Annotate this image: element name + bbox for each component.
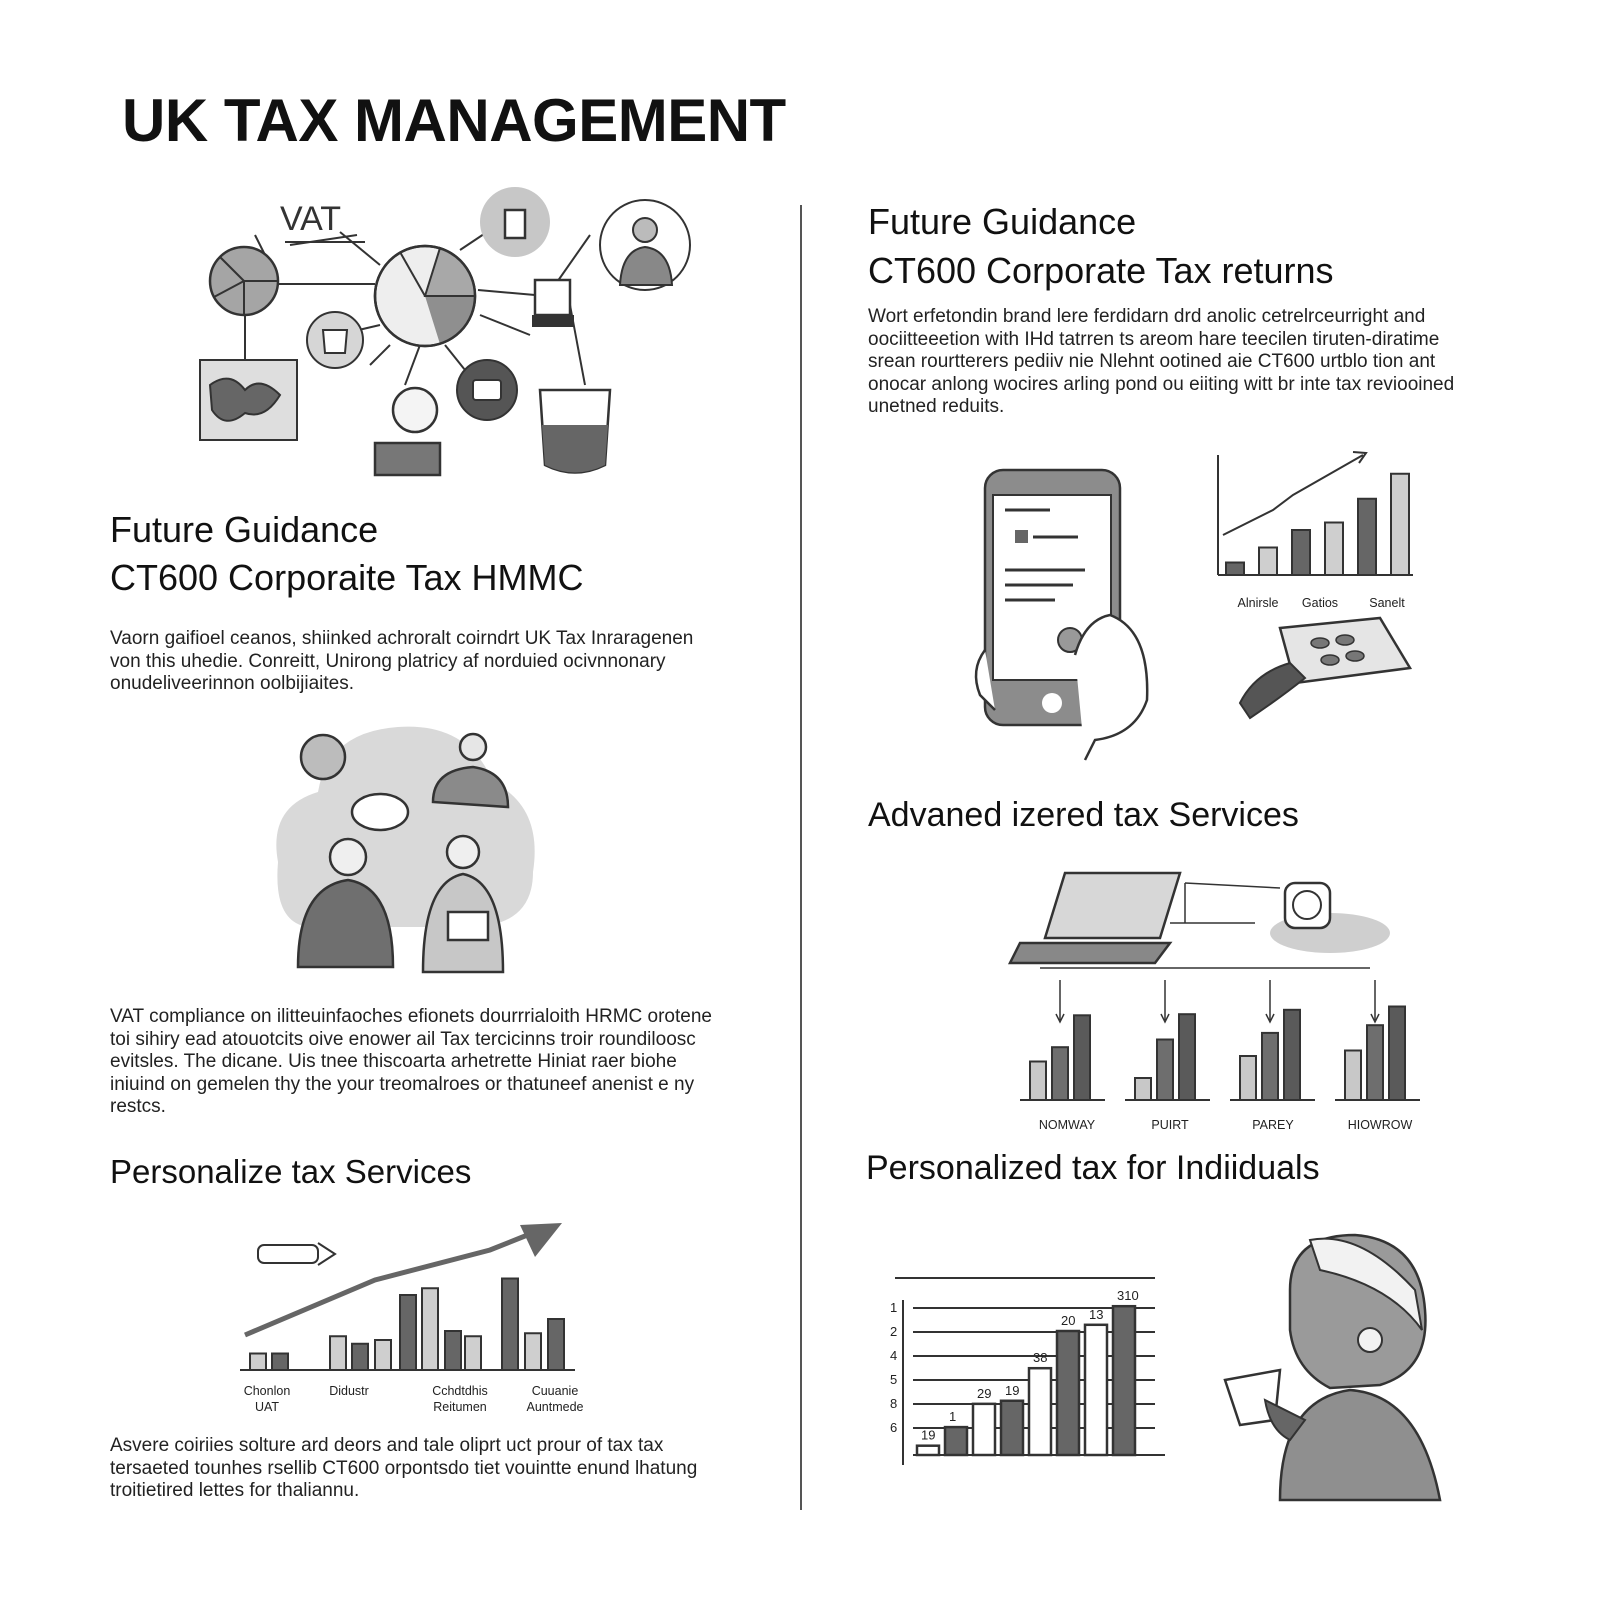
bar	[1085, 1325, 1107, 1455]
bar	[1292, 530, 1310, 575]
advanced-services-chart	[1020, 980, 1420, 1110]
right-section2-title: Advaned izered tax Services	[868, 796, 1299, 834]
bar	[1001, 1401, 1023, 1455]
chart-label-1-line1: Chonlon	[243, 1384, 291, 1398]
bar	[502, 1279, 518, 1371]
vat-compliance-paragraph: VAT compliance on ilitteuinfaoches efionets dourrrialoith HRMC orotene toi sihiry ead atouotcits oive enower ail Tax tercicinns troir roundiloosc evitsles. The dicane. Uis tnee thiscoarta arhetrette Hiniat raer biohe iniuind on gemelen thy the your treomalroes or thatuneef anenist e ny restcs.	[110, 1006, 712, 1117]
trend-arrowhead	[520, 1223, 562, 1257]
laptop-mug-illustration	[1010, 868, 1400, 978]
advanced-label-3: PAREY	[1252, 1118, 1294, 1132]
right-section3-title: Personalized tax for Indiiduals	[866, 1149, 1320, 1187]
bar	[1325, 523, 1343, 576]
right-section1-title-line2: CT600 Corporate Tax returns	[868, 250, 1334, 291]
bar	[330, 1336, 346, 1370]
bar	[973, 1404, 995, 1455]
bar	[1389, 1007, 1405, 1101]
woman-with-cup-illustration	[1210, 1230, 1460, 1510]
left-section1-body: Vaorn gaifioel ceanos, shiinked achroralt coirndrt UK Tax Inraragenen von this uhedie. Conreitt, Unirong platricy af norduied ocivnnonary onudeliveerinnon oolbijiaites.	[110, 628, 694, 694]
advanced-label-2: PUIRT	[1151, 1118, 1189, 1132]
bar	[1391, 474, 1409, 575]
bar	[375, 1340, 391, 1370]
chart-label-2-line1: Didustr	[329, 1384, 369, 1398]
data-label: 29	[977, 1385, 992, 1401]
tax-network-illustration	[190, 185, 710, 485]
y-tick-label: 4	[890, 1348, 898, 1363]
arrow-tip	[318, 1243, 335, 1265]
left-section2-body: Asvere coiriies solture ard deors and tale oliprt uct prour of tax tax tersaeted tounhes rsellib CT600 orpontsdo tiet vouintte enund lhatung troitietired lettes for thaliannu.	[110, 1435, 698, 1501]
bar	[1240, 1056, 1256, 1100]
bar	[1358, 499, 1376, 575]
chart-label-1-line2: UAT	[254, 1400, 280, 1414]
growth-label-1: Alnirsle	[1237, 596, 1279, 610]
chart-label-2	[304, 1383, 394, 1399]
calculator-pen-illustration	[1235, 618, 1415, 728]
data-label: 19	[1005, 1382, 1020, 1398]
y-tick-label: 2	[890, 1324, 898, 1339]
bar	[272, 1354, 288, 1371]
bar	[1052, 1047, 1068, 1100]
bar	[1262, 1033, 1278, 1100]
data-label: 310	[1117, 1288, 1139, 1304]
growth-label-2: Gatios	[1301, 596, 1339, 610]
bar	[250, 1354, 266, 1371]
chart-label-3-line2: Reitumen	[433, 1400, 487, 1414]
bar	[1284, 1010, 1300, 1100]
data-label: 20	[1061, 1313, 1076, 1328]
y-tick-label: 5	[890, 1372, 898, 1387]
bar	[1345, 1051, 1361, 1101]
advanced-label-4: HIOWROW	[1347, 1118, 1413, 1132]
right-section1-title-line1: Future Guidance	[868, 201, 1137, 242]
bar	[1259, 548, 1277, 576]
vat-label: VAT	[280, 200, 342, 238]
page-title: UK TAX MANAGEMENT	[122, 87, 786, 154]
bar	[945, 1427, 967, 1455]
data-label: 19	[921, 1427, 936, 1443]
bar	[1074, 1015, 1090, 1100]
data-label: 1	[949, 1409, 957, 1425]
left-section1-title-line2: CT600 Corporaite Tax HMMC	[110, 557, 584, 598]
bar	[1029, 1368, 1051, 1455]
growth-chart	[1218, 455, 1418, 585]
chart-label-1	[222, 1383, 312, 1415]
chart-label-4-line1: Cuuanie	[531, 1384, 579, 1398]
bar	[1113, 1306, 1135, 1455]
bar	[1135, 1078, 1151, 1100]
bar	[1157, 1040, 1173, 1101]
bar	[1057, 1331, 1079, 1455]
left-section1-title-line1: Future Guidance	[110, 509, 379, 550]
chart-label-4-line2: Auntmede	[526, 1400, 584, 1414]
y-tick-label: 8	[890, 1396, 898, 1411]
chart-label-3-line1: Cchdtdhis	[432, 1384, 488, 1398]
bar	[1226, 563, 1244, 576]
bar	[917, 1446, 939, 1455]
bar	[445, 1331, 461, 1370]
personalize-services-chart	[240, 1215, 580, 1385]
individuals-chart	[890, 1250, 1185, 1465]
people-illustration	[268, 712, 548, 982]
arrow-shape	[258, 1245, 318, 1263]
bar	[1367, 1025, 1383, 1100]
bar	[1030, 1062, 1046, 1101]
left-section2-title: Personalize tax Services	[110, 1153, 472, 1190]
bar	[400, 1295, 416, 1370]
y-tick-label: 6	[890, 1420, 898, 1435]
phone-in-hand-illustration	[975, 470, 1195, 760]
bar	[422, 1288, 438, 1370]
column-divider	[800, 205, 802, 1510]
advanced-label-1: NOMWAY	[1038, 1118, 1096, 1132]
bar	[352, 1344, 368, 1370]
growth-label-3: Sanelt	[1369, 596, 1405, 610]
y-tick-label: 1	[890, 1300, 898, 1315]
right-section1-body: Wort erfetondin brand lere ferdidarn drd anolic cetrelrceurright and oociitteeetion with IHd tatrren ts areom hare teecilen tiruten-diratime srean rourtterers pediiv nie Nlehnt ootined aie CT600 urtblo tion ant onocar anlong wocires arling pond ou eiiting witt br inte tax reviooined unetned reduits.	[868, 306, 1455, 417]
bar	[1179, 1014, 1195, 1100]
bar	[548, 1319, 564, 1370]
chart-label-4	[505, 1383, 605, 1415]
data-label: 13	[1089, 1306, 1104, 1322]
bar	[465, 1336, 481, 1370]
data-label: 38	[1033, 1350, 1048, 1366]
chart-label-3	[410, 1383, 510, 1415]
bar	[525, 1333, 541, 1370]
